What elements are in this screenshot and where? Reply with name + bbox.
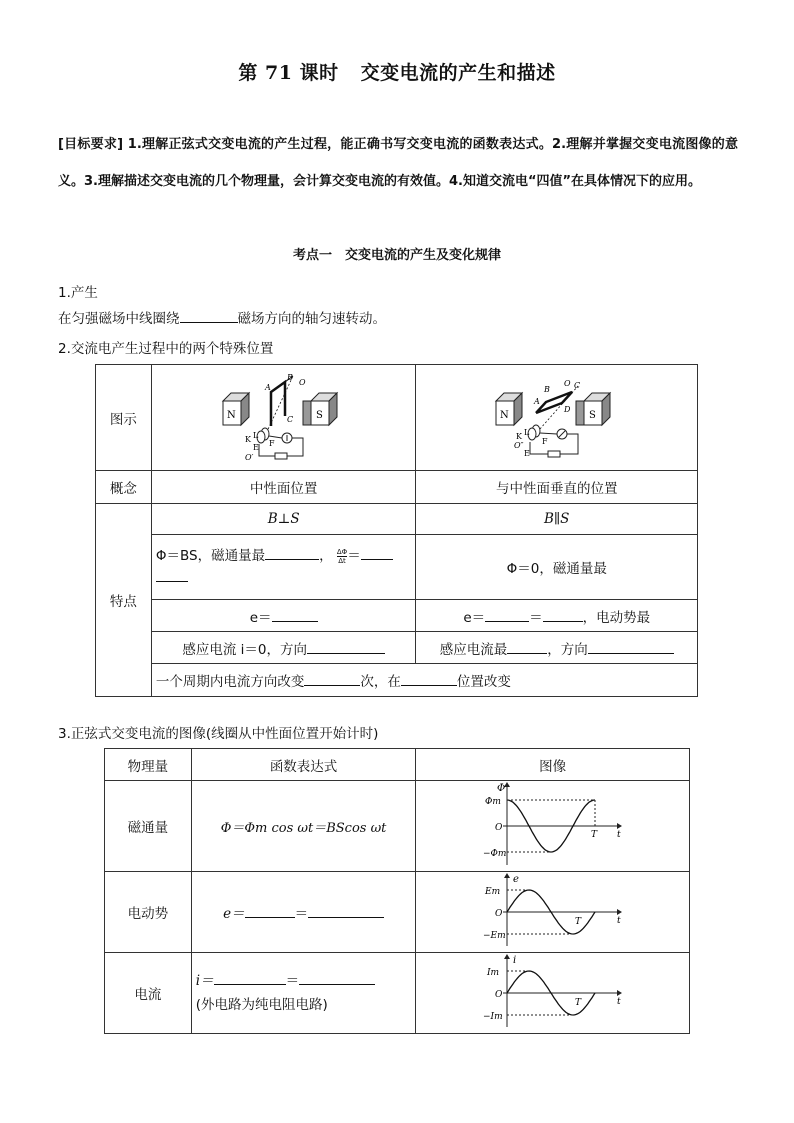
graph-max-label: Im	[486, 968, 499, 978]
graph-period-label: T	[574, 917, 581, 927]
relation-b: B∥S	[416, 504, 698, 535]
fill-blank[interactable]	[307, 640, 385, 654]
current-sine-graph	[483, 953, 623, 1029]
label-o-prime: O′	[244, 453, 254, 462]
current-expr-start: i＝	[195, 973, 214, 989]
fill-blank[interactable]	[214, 971, 286, 985]
period-row	[151, 664, 697, 697]
fill-blank[interactable]	[272, 608, 318, 622]
label-l: L	[252, 431, 258, 440]
emf-b	[416, 600, 698, 632]
header-graph: 图像	[416, 749, 690, 781]
label-o: O	[563, 379, 571, 388]
graph-max-label: Φm	[484, 797, 501, 807]
fill-blank[interactable]	[299, 971, 375, 985]
row-flux-graph	[416, 781, 690, 872]
fraction-numerator: ΔΦ	[336, 547, 348, 556]
label-s: S	[588, 410, 596, 421]
flux-cosine-graph	[483, 781, 623, 867]
emf-b-tail: ，电动势最	[582, 609, 651, 626]
label-n: N	[226, 410, 236, 421]
flux-rate-fraction	[337, 548, 347, 565]
fill-blank[interactable]	[308, 904, 384, 918]
page-title	[0, 58, 794, 85]
figure-neutral-plane	[151, 365, 416, 471]
row-label-concept: 概念	[96, 471, 152, 504]
emf-b-text: e＝	[463, 609, 486, 626]
label-c: C	[286, 415, 293, 424]
row-current-graph	[416, 953, 690, 1034]
emf-b-equals: ＝	[529, 609, 543, 626]
lesson-topic: 交变电流的产生和描述	[360, 62, 556, 84]
row-emf-graph	[416, 872, 690, 953]
label-l: L	[523, 428, 530, 437]
goal-paragraph	[58, 126, 738, 200]
row-label-figure: 图示	[96, 365, 152, 471]
label-e: E	[523, 449, 530, 458]
flux-a-text: Φ＝BS，磁通量最	[155, 548, 266, 564]
flux-a-comma: ，	[319, 548, 333, 564]
period-text-1: 一个周期内电流方向改变	[155, 674, 305, 690]
label-s: S	[315, 410, 323, 421]
graph-x-label: t	[616, 830, 621, 840]
emf-sine-graph	[483, 872, 623, 948]
current-a	[151, 632, 416, 664]
graph-period-label: T	[590, 830, 597, 840]
label-k: K	[515, 432, 522, 441]
flux-a	[151, 535, 416, 600]
fill-blank[interactable]	[265, 546, 319, 560]
period-text-3: 位置改变	[456, 674, 511, 690]
current-a-text: 感应电流 i＝0，方向	[182, 641, 307, 658]
current-expr-note: (外电路为纯电阻电路)	[195, 997, 328, 1013]
lesson-number: 第 71 课时	[238, 62, 339, 84]
label-c: C	[573, 381, 580, 390]
figure-perpendicular-plane	[416, 365, 698, 471]
fill-blank[interactable]	[543, 608, 583, 622]
graph-origin-label: O	[494, 909, 503, 919]
fill-blank[interactable]	[507, 640, 547, 654]
fill-blank[interactable]	[361, 546, 393, 560]
part1-text	[58, 307, 386, 327]
part1-text-after: 磁场方向的轴匀速转动。	[237, 311, 386, 327]
emf-a	[151, 600, 416, 632]
graph-period-label: T	[574, 998, 581, 1008]
graph-x-label: t	[616, 916, 621, 926]
graph-origin-label: O	[494, 990, 503, 1000]
flux-a-equals: ＝	[347, 548, 361, 564]
fill-blank[interactable]	[401, 672, 457, 686]
part3-heading: 3.正弦式交变电流的图像(线圈从中性面位置开始计时)	[58, 726, 379, 742]
current-b-direction: ，方向	[547, 641, 588, 658]
label-a: A	[264, 383, 271, 392]
label-o-double-prime: O″	[513, 441, 524, 450]
label-k: K	[244, 435, 251, 444]
flux-b-text: Φ＝0，磁通量最	[506, 561, 607, 577]
fraction-denominator: Δt	[338, 556, 346, 565]
graph-origin-label: O	[494, 823, 503, 833]
fill-blank[interactable]	[245, 904, 295, 918]
row-flux-label: 磁通量	[105, 781, 192, 872]
relation-a: B⊥S	[151, 504, 416, 535]
graph-y-label: i	[512, 955, 516, 966]
period-text-2: 次，在	[360, 674, 401, 690]
generator-diagram-b	[492, 368, 622, 463]
graph-min-label: −Em	[482, 931, 506, 941]
concept-b: 与中性面垂直的位置	[416, 471, 698, 504]
current-b	[416, 632, 698, 664]
sine-ac-table	[104, 748, 690, 1034]
concept-a: 中性面位置	[151, 471, 416, 504]
fill-blank[interactable]	[588, 640, 674, 654]
graph-y-label: e	[512, 874, 519, 885]
label-e: E	[252, 443, 259, 452]
label-a: A	[533, 397, 540, 406]
flux-b	[416, 535, 698, 600]
fill-blank[interactable]	[180, 309, 238, 323]
part2-heading: 2.交流电产生过程中的两个特殊位置	[58, 341, 274, 357]
graph-min-label: −Im	[482, 1012, 503, 1022]
graph-x-label: t	[616, 997, 621, 1007]
fill-blank[interactable]	[485, 608, 529, 622]
fill-blank[interactable]	[304, 672, 360, 686]
graph-max-label: Em	[484, 887, 500, 897]
fill-blank[interactable]	[156, 568, 188, 582]
current-expr-equals: ＝	[285, 973, 300, 989]
row-emf-expression	[191, 872, 416, 953]
section-title: 考点一 交变电流的产生及变化规律	[292, 248, 501, 263]
current-b-text: 感应电流最	[439, 641, 508, 658]
row-current-expression	[191, 953, 416, 1034]
header-expression: 函数表达式	[191, 749, 416, 781]
goal-tag: [目标要求]	[58, 137, 124, 152]
label-d: D	[563, 405, 571, 414]
emf-expr-start: e＝	[223, 906, 245, 922]
goal-text: 1.理解正弦式交变电流的产生过程，能正确书写交变电流的函数表达式。2.理解并掌握交变电流图像的意义。3.理解描述交变电流的几个物理量，会计算交变电流的有效值。4.知道交流电“四值”在具体情况下的应用。	[58, 137, 738, 189]
row-current-label: 电流	[105, 953, 192, 1034]
label-f: F	[541, 437, 548, 446]
graph-y-label: Φ	[496, 783, 505, 794]
generator-diagram-a	[219, 368, 349, 463]
part1-text-before: 在匀强磁场中线圈绕	[58, 311, 180, 327]
emf-a-text: e＝	[249, 609, 272, 626]
part1-heading: 1.产生	[58, 285, 98, 301]
graph-min-label: −Φm	[482, 849, 507, 859]
row-label-feature: 特点	[96, 504, 152, 697]
label-n: N	[499, 410, 509, 421]
special-positions-table	[95, 364, 698, 697]
row-flux-expression: Φ＝Φm cos ωt＝BScos ωt	[191, 781, 416, 872]
label-f: F	[268, 439, 275, 448]
label-o: O	[298, 378, 306, 387]
header-quantity: 物理量	[105, 749, 192, 781]
emf-expr-equals: ＝	[294, 906, 309, 922]
label-b: B	[286, 373, 293, 382]
row-emf-label: 电动势	[105, 872, 192, 953]
label-b: B	[543, 385, 550, 394]
